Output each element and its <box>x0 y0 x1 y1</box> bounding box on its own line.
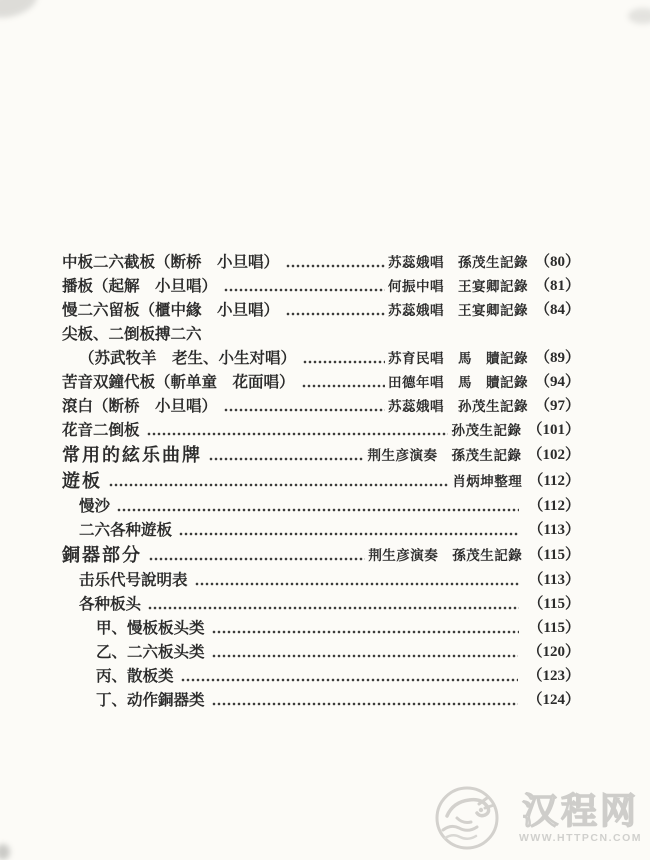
credit-text: 肖炳坤整理 <box>452 474 523 489</box>
page-number: （101） <box>527 422 580 438</box>
credit-text: 荆生彦演奏 孫茂生記錄 <box>367 448 522 463</box>
credit-text: 何振中唱 王宴卿記錄 <box>388 279 528 294</box>
toc-entry-title: 尖板、二倒板搏二六 <box>62 326 202 343</box>
dot-leader <box>224 288 385 292</box>
toc-row <box>62 640 580 664</box>
dot-leader <box>195 582 520 586</box>
credit-text: 苏蕊娥唱 孙茂生記錄 <box>388 399 528 414</box>
dot-leader <box>212 654 519 658</box>
watermark <box>423 782 642 854</box>
toc-entry-title: 慢沙 <box>79 498 111 515</box>
page-number: （89） <box>534 350 580 366</box>
page-number: （80） <box>534 254 580 270</box>
toc-row <box>62 592 580 616</box>
toc-row <box>62 542 580 568</box>
toc-row <box>62 394 580 418</box>
dot-leader <box>212 630 520 634</box>
dot-leader <box>212 702 519 706</box>
toc-row <box>62 568 580 592</box>
page-number: （115） <box>528 620 580 636</box>
scan-smudge-top-left <box>0 0 41 23</box>
page-number: （97） <box>534 398 580 414</box>
page-number: （94） <box>534 374 580 390</box>
dot-leader <box>179 532 519 536</box>
scan-smudge-bottom-left <box>0 844 10 860</box>
credit-text: 孙茂生記錄 <box>451 423 522 438</box>
toc-row <box>62 298 580 322</box>
toc-row <box>62 346 580 370</box>
toc-entry-title: 中板二六截板（断桥 小旦唱） <box>62 254 280 271</box>
page-number: （113） <box>528 522 580 538</box>
toc-row <box>62 688 580 712</box>
credit-text: 苏蕊娥唱 孫茂生記錄 <box>388 255 528 270</box>
dot-leader <box>209 457 364 461</box>
toc-entry-title: 甲、慢板板头类 <box>96 620 205 637</box>
credit-text: 荆生彦演奏 孫茂生記錄 <box>368 548 523 563</box>
page-number: （115） <box>528 547 580 563</box>
toc-entry-title: 慢二六留板（櫃中緣 小旦唱） <box>62 302 280 319</box>
toc-row <box>62 250 580 274</box>
toc-list <box>62 250 580 712</box>
page-number: （102） <box>527 447 580 463</box>
scan-smudge-top-right <box>628 8 650 24</box>
toc-row <box>62 442 580 468</box>
toc-entry-title: 播板（起解 小旦唱） <box>62 278 218 295</box>
toc-row <box>62 494 580 518</box>
dot-leader <box>149 557 365 561</box>
page-number: （112） <box>528 498 580 514</box>
toc-entry-title: 滾白（断桥 小旦唱） <box>62 398 218 415</box>
toc-row <box>62 322 580 346</box>
page-number: （123） <box>527 668 580 684</box>
toc-row <box>62 418 580 442</box>
dot-leader <box>224 408 385 412</box>
dot-leader <box>181 678 519 682</box>
dot-leader <box>147 432 449 436</box>
toc-entry-title: 二六各种遊板 <box>79 522 173 539</box>
page-number: （113） <box>528 572 580 588</box>
toc-row <box>62 616 580 640</box>
page-number: （81） <box>534 278 580 294</box>
credit-text: 苏育民唱 馬 贖記錄 <box>388 351 528 366</box>
toc-row <box>62 518 580 542</box>
page-number: （115） <box>528 596 580 612</box>
toc-entry-title: 乙、二六板头类 <box>96 644 205 661</box>
dot-leader <box>286 264 385 268</box>
page-number: （120） <box>527 644 580 660</box>
toc-entry-title: 丙、散板类 <box>96 668 174 685</box>
toc-entry-title: 苦音双鐘代板（斬单童 花面唱） <box>62 374 295 391</box>
toc-entry-title: （苏武牧羊 老生、小生对唱） <box>79 350 297 367</box>
toc-entry-title: 常用的絃乐曲牌 <box>62 445 202 465</box>
page-number: （124） <box>527 692 580 708</box>
toc-entry-title: 各种板头 <box>79 596 142 613</box>
credit-text: 苏蕊娥唱 王宴卿記錄 <box>388 303 528 318</box>
toc-entry-title: 銅器部分 <box>62 545 142 565</box>
dot-leader <box>286 312 385 316</box>
page-number: （112） <box>528 473 580 489</box>
toc-entry-title: 遊板 <box>62 471 102 491</box>
dot-leader <box>303 360 385 364</box>
watermark-site-name: 汉程网 <box>521 790 639 831</box>
dot-leader <box>117 508 519 512</box>
dot-leader <box>302 384 385 388</box>
credit-text: 田德年唱 馬 贖記錄 <box>388 375 528 390</box>
toc-entry-title: 花音二倒板 <box>62 422 140 439</box>
dot-leader <box>109 483 449 487</box>
toc-row <box>62 664 580 688</box>
dragon-logo-icon <box>423 782 515 854</box>
toc-entry-title: 丁、动作銅器类 <box>96 692 205 709</box>
toc-row <box>62 274 580 298</box>
page-number: （84） <box>534 302 580 318</box>
toc-entry-title: 击乐代号說明表 <box>79 572 188 589</box>
toc-row <box>62 370 580 394</box>
toc-row <box>62 468 580 494</box>
dot-leader <box>148 606 519 610</box>
watermark-url: WWW.HTTPCN.COM <box>518 832 642 844</box>
